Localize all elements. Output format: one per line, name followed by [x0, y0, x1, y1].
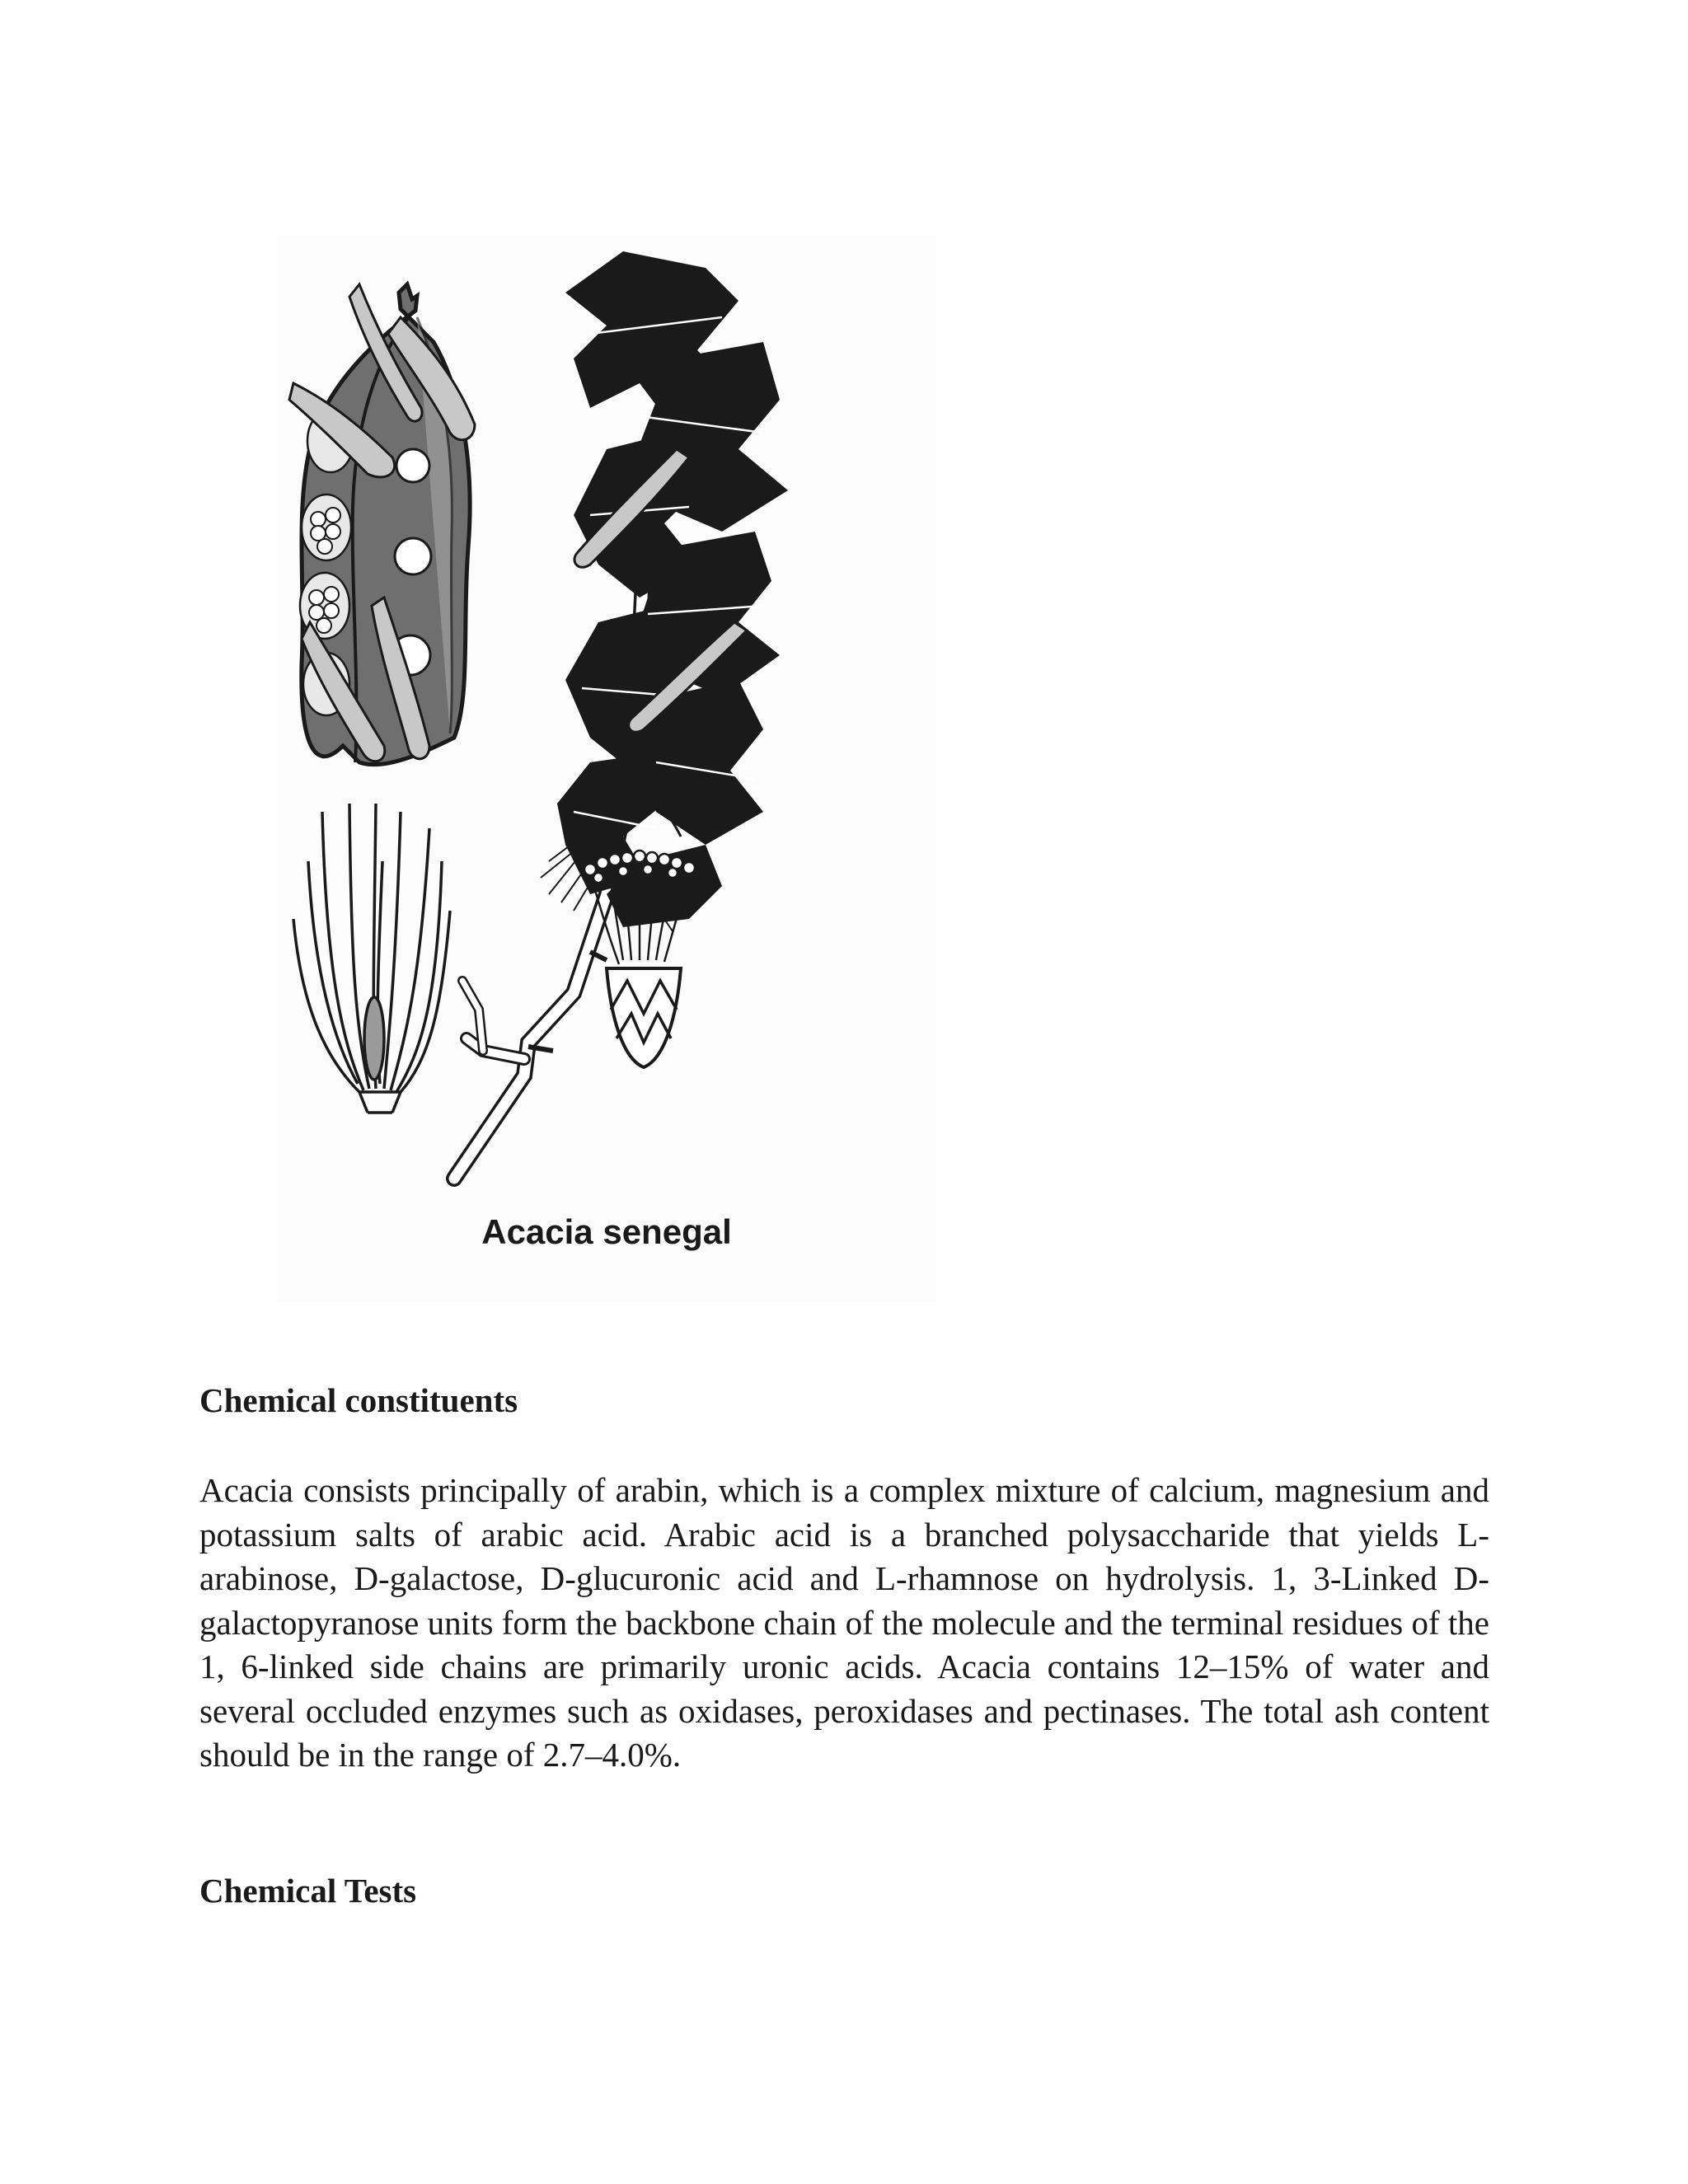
- figure-caption: Acacia senegal: [481, 1212, 732, 1251]
- chemical-constituents-paragraph: Acacia consists principally of arabin, which is a complex mixture of calcium, magnesium and potassium salts of arabic acid. Arabic acid is a branched polysaccharide that yields L-arabinose, D-galactose, D-glucuronic acid and L-rhamnose on hydrolysis. 1, 3-Linked D-galactopyranose units form the backbone chain of the molecule and the terminal residues of the 1, 6-linked side chains are primarily uronic acids. Acacia contains 12–15% of water and several occluded enzymes such as oxidases, peroxidases and pectinases. The total ash content should be in the range of 2.7–4.0%.: [199, 1471, 1489, 1774]
- section-heading-chemical-constituents: Chemical constituents: [199, 1381, 518, 1419]
- section-heading-chemical-tests: Chemical Tests: [199, 1872, 417, 1910]
- flower-detail-drawing: [293, 804, 450, 1113]
- acacia-illustration: [277, 235, 936, 1207]
